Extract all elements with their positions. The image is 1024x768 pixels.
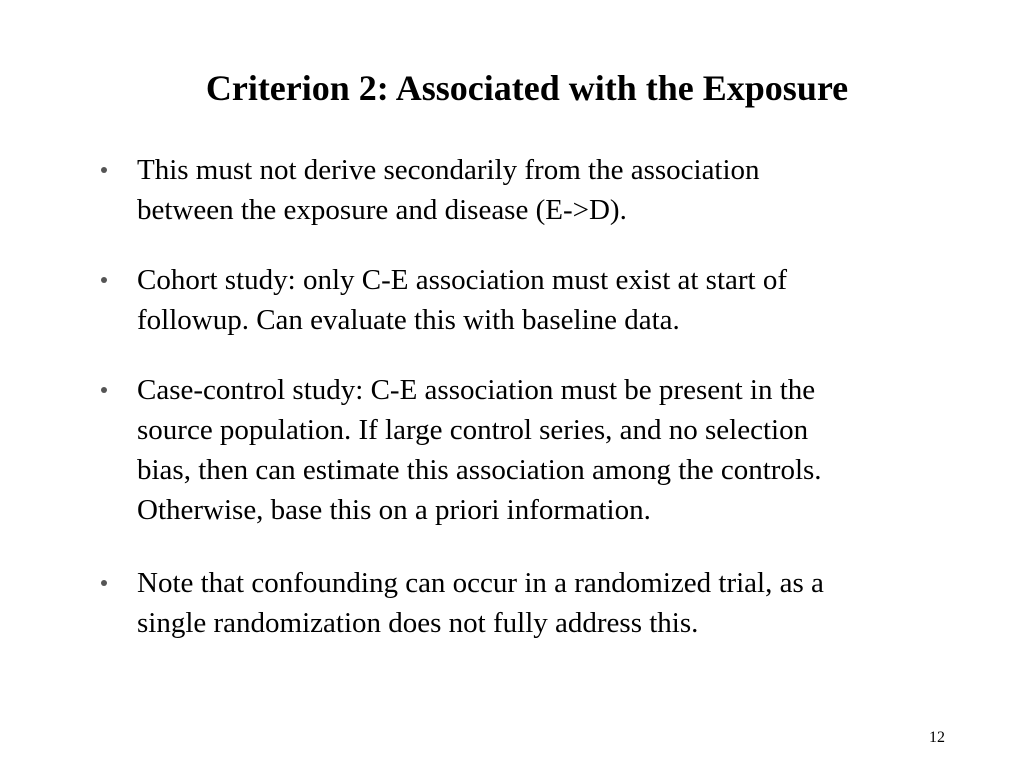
bullet-line: followup. Can evaluate this with baseline data. xyxy=(137,304,680,336)
bullet-text xyxy=(137,150,967,230)
slide-title: Criterion 2: Associated with the Exposure xyxy=(205,68,849,108)
bullet-line: source population. If large control series, and no selection xyxy=(137,414,809,446)
bullet-dot-icon xyxy=(101,167,107,173)
bullet-dot-icon xyxy=(101,277,107,283)
bullet-dot-icon xyxy=(101,387,107,393)
page-number: 12 xyxy=(929,729,945,746)
bullet-dot-icon xyxy=(101,580,107,586)
bullet-line: Note that confounding can occur in a randomized trial, as a xyxy=(137,567,824,599)
bullet-line: Case-control study: C-E association must be present in the xyxy=(137,374,816,406)
bullet-line: Otherwise, base this on a priori information. xyxy=(137,494,651,526)
bullet-line: between the exposure and disease (E->D). xyxy=(137,194,627,226)
bullet-line: single randomization does not fully address this. xyxy=(137,607,699,639)
bullet-line: Cohort study: only C-E association must exist at start of xyxy=(137,264,788,296)
bullet-text xyxy=(137,370,967,530)
bullet-text xyxy=(137,563,967,643)
bullet-line: bias, then can estimate this association among the controls. xyxy=(137,454,822,486)
bullet-text xyxy=(137,260,967,340)
bullet-line: This must not derive secondarily from the association xyxy=(137,154,760,186)
